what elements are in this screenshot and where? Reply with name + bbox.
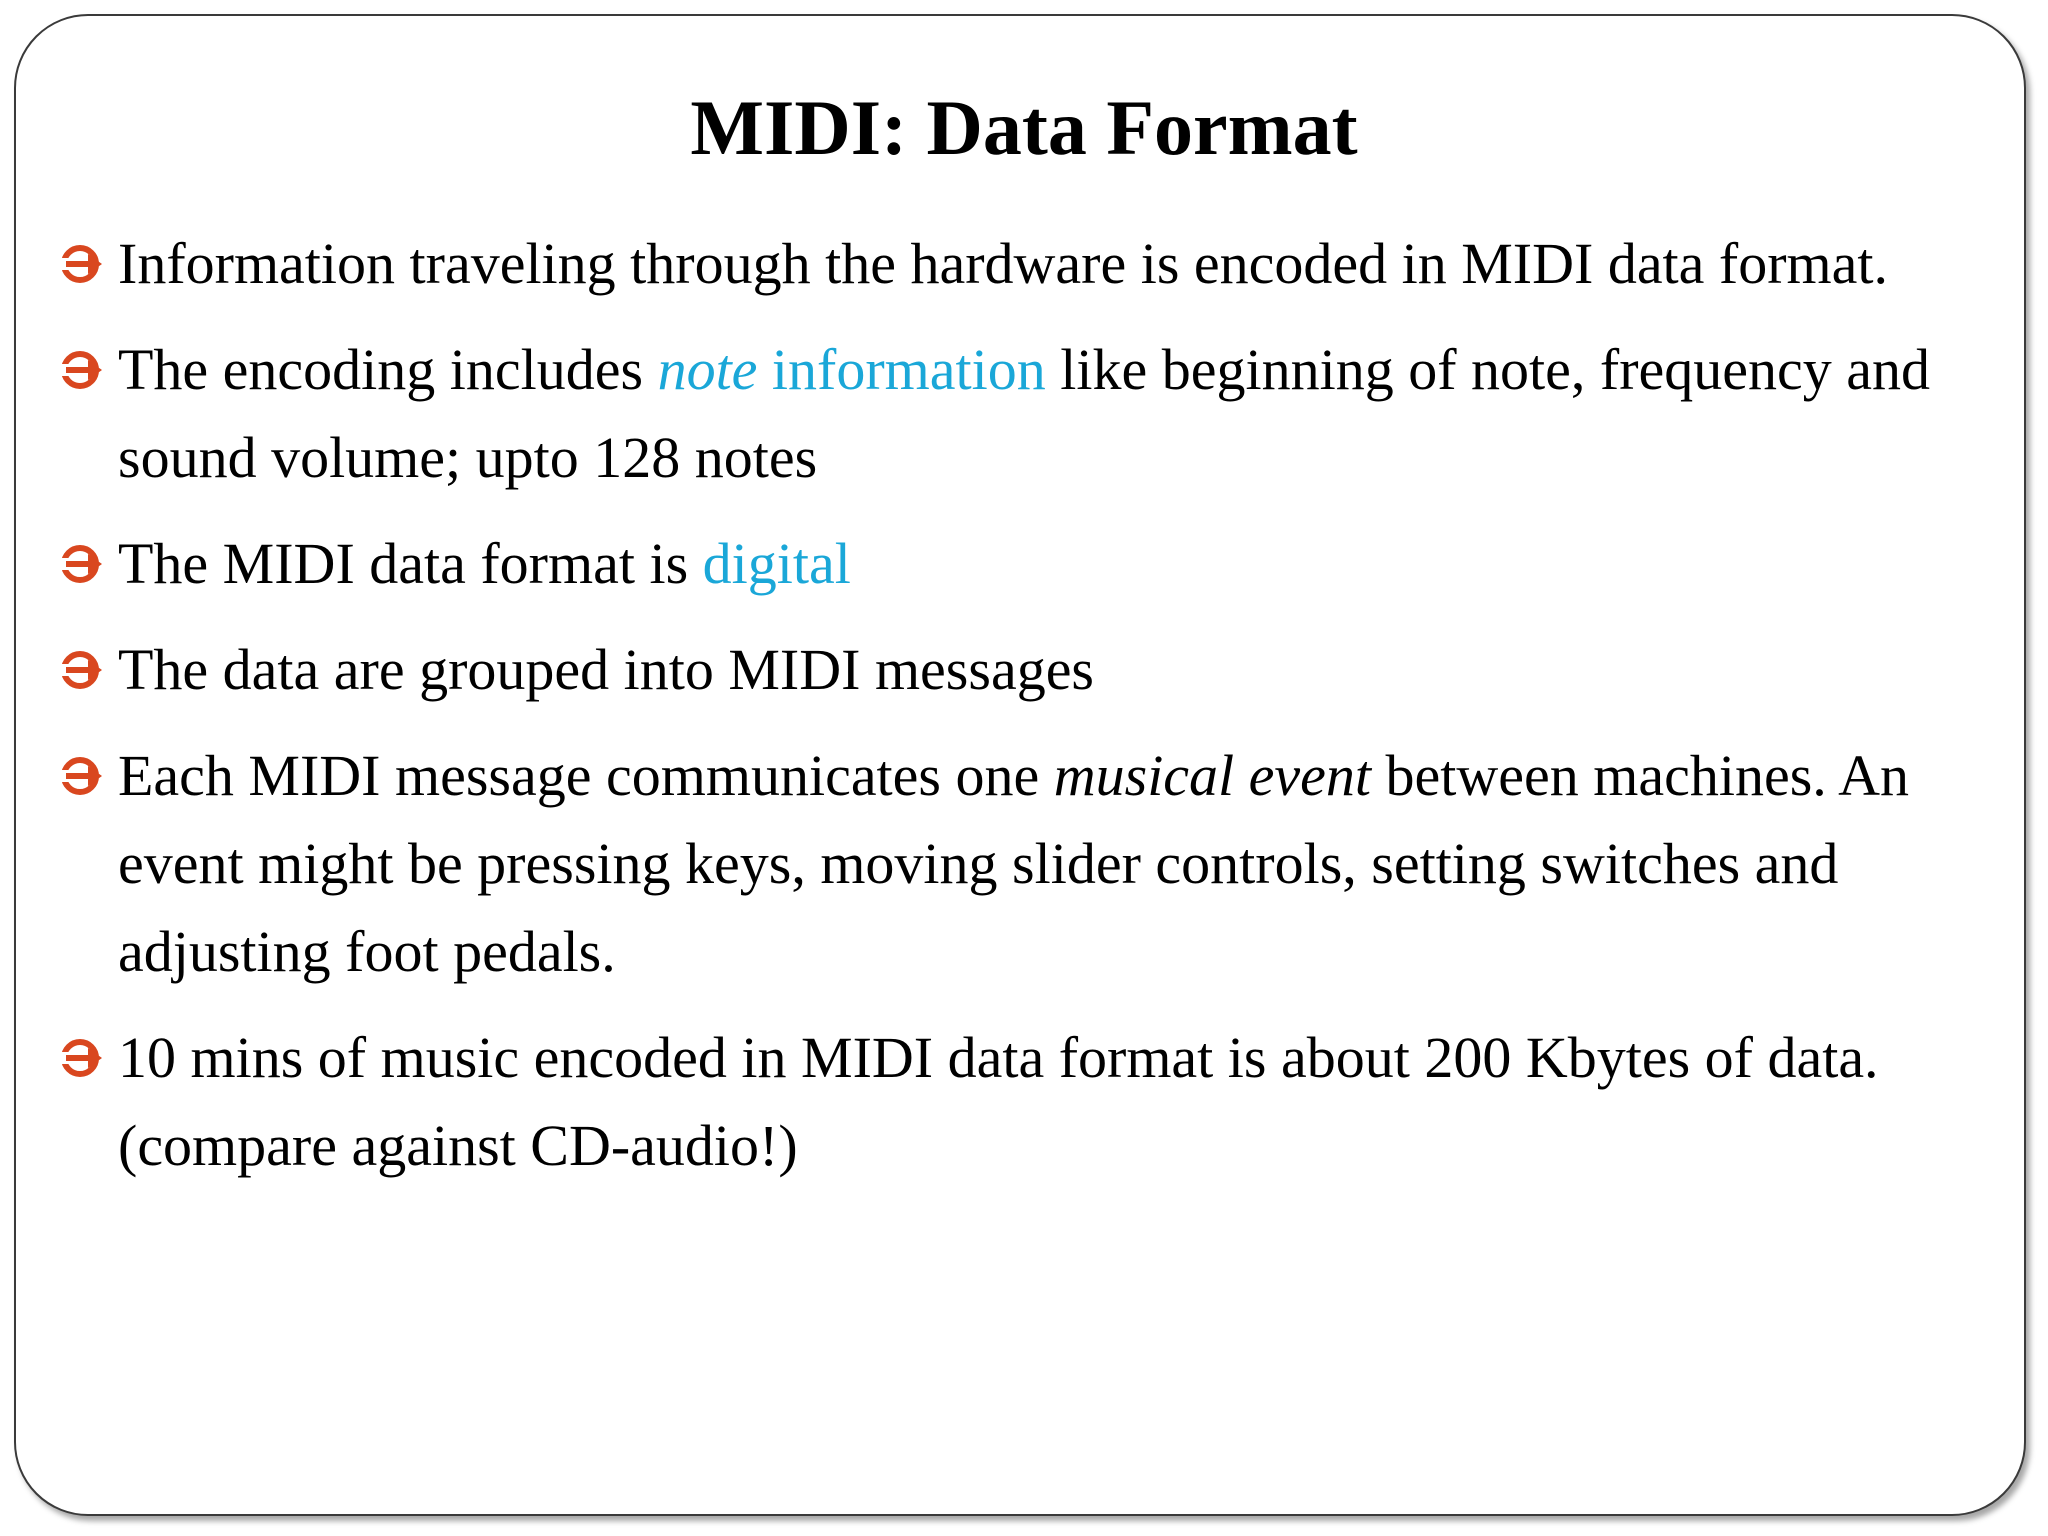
arrow-right-circle-icon <box>60 544 104 584</box>
arrow-right-circle-icon <box>60 244 104 284</box>
text-segment: Each MIDI message communicates one <box>118 743 1054 808</box>
text-segment-musical-event: musical event <box>1053 743 1372 808</box>
arrow-right-circle-icon <box>60 350 104 390</box>
arrow-right-circle-icon <box>60 1038 104 1078</box>
text-segment: 10 mins of music encoded in MIDI data format is about 200 Kbytes of data. (compare against CD-audio!) <box>118 1025 1879 1178</box>
bullet-item <box>60 732 1990 996</box>
bullet-text <box>118 637 1094 702</box>
bullet-list <box>60 220 1990 1208</box>
bullet-item <box>60 520 1990 608</box>
bullet-item <box>60 326 1990 502</box>
bullet-text <box>118 337 1930 490</box>
bullet-text <box>118 231 1888 296</box>
text-segment-digital: digital <box>702 531 851 596</box>
text-segment: The encoding includes <box>118 337 658 402</box>
text-segment: The data are grouped into MIDI messages <box>118 637 1095 702</box>
arrow-right-circle-icon <box>60 650 104 690</box>
bullet-item <box>60 1014 1990 1190</box>
bullet-text <box>118 743 1909 984</box>
bullet-text <box>118 531 851 596</box>
bullet-item <box>60 220 1990 308</box>
text-segment: between machines. An event might be pressing keys, moving slider controls, setting switches and adjusting foot pedals. <box>118 743 1909 984</box>
text-segment: Information traveling through the hardware is encoded in MIDI data format. <box>118 231 1889 296</box>
bullet-item <box>60 626 1990 714</box>
arrow-right-circle-icon <box>60 756 104 796</box>
text-segment-note: note <box>657 337 758 402</box>
text-segment: The MIDI data format is <box>118 531 703 596</box>
text-segment-information: information <box>757 337 1046 402</box>
bullet-text <box>118 1025 1879 1178</box>
text-segment: like beginning of note, frequency and sound volume; upto 128 notes <box>118 337 1930 490</box>
slide-title: MIDI: Data Format <box>690 84 1358 171</box>
